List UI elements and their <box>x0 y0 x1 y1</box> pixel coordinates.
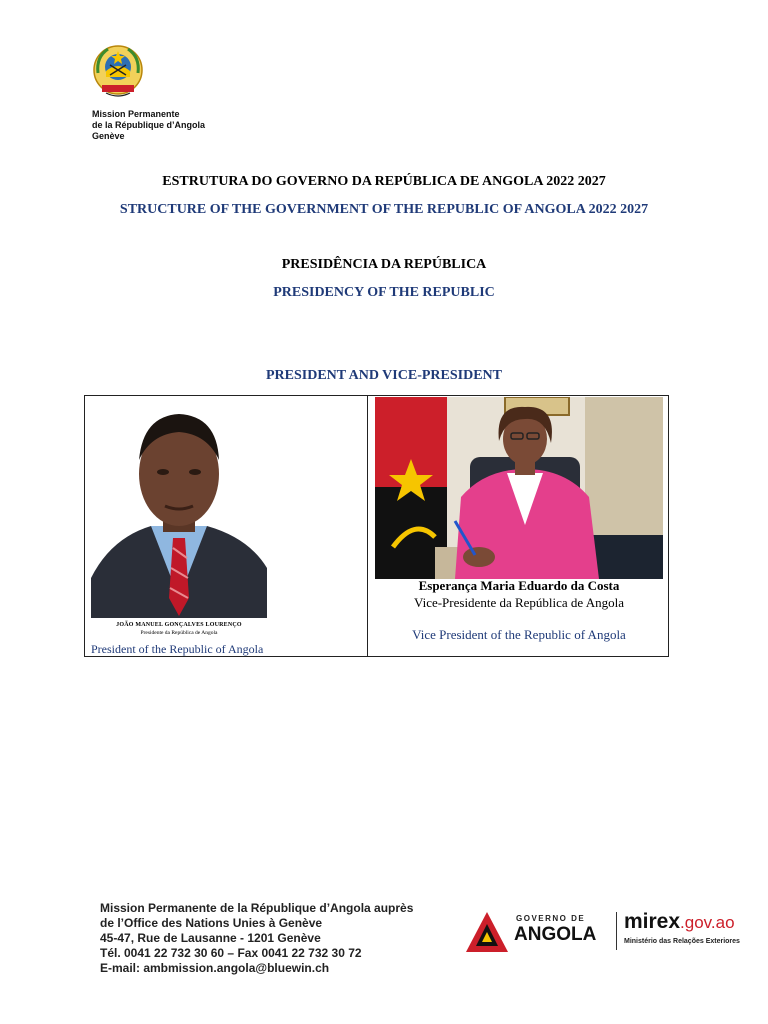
presidency-heading-en: PRESIDENCY OF THE REPUBLIC <box>273 285 495 300</box>
president-photo-caption-title: Presidente da República de Angola <box>140 630 218 636</box>
address-line: Mission Permanente de la République d’Angola auprès <box>100 901 414 915</box>
leaders-table <box>84 395 669 657</box>
table-divider <box>367 396 368 656</box>
angola-emblem-icon <box>92 43 144 99</box>
president-role-en: President of the Republic of Angola <box>91 642 264 656</box>
email-line: E-mail: ambmission.angola@bluewin.ch <box>100 961 330 975</box>
mission-header <box>92 109 205 142</box>
vice-president-name: Esperança Maria Eduardo da Costa <box>418 578 620 593</box>
vice-president-photo <box>375 397 663 579</box>
logo-angola: ANGOLA <box>514 924 597 945</box>
mission-line: Mission Permanente <box>92 109 180 119</box>
logo-mirex: mirex <box>624 910 681 933</box>
mission-line: de la République d’Angola <box>92 120 206 130</box>
governo-angola-mirex-logo <box>464 900 764 964</box>
president-photo <box>91 398 267 618</box>
section-heading: PRESIDENT AND VICE-PRESIDENT <box>266 368 502 383</box>
logo-gov-ao: .gov.ao <box>680 913 735 932</box>
document-title-en: STRUCTURE OF THE GOVERNMENT OF THE REPUBLIC OF ANGOLA 2022 2027 <box>119 202 649 217</box>
vice-president-role-pt: Vice-Presidente da República de Angola <box>413 595 625 610</box>
address-line: Tél. 0041 22 732 30 60 – Fax 0041 22 732 30 72 <box>100 946 362 960</box>
logo-governo-de: GOVERNO DE <box>516 914 586 923</box>
mission-line: Genève <box>92 131 125 141</box>
address-line: de l’Office des Nations Unies à Genève <box>100 916 323 930</box>
angola-triangle-logo-icon <box>464 910 510 954</box>
logo-ministry: Ministério das Relações Exteriores <box>624 938 740 945</box>
president-photo-caption-name: JOÃO MANUEL GONÇALVES LOURENÇO <box>116 622 242 628</box>
vice-president-role-en: Vice President of the Republic of Angola <box>412 627 626 642</box>
footer-address <box>100 901 413 976</box>
logo-mirex-wordmark <box>624 910 735 934</box>
presidency-heading-pt: PRESIDÊNCIA DA REPÚBLICA <box>281 257 487 272</box>
document-title-pt: ESTRUTURA DO GOVERNO DA REPÚBLICA DE ANGOLA 2022 2027 <box>162 174 606 189</box>
logo-divider <box>616 912 617 950</box>
address-line: 45-47, Rue de Lausanne - 1201 Genève <box>100 931 321 945</box>
